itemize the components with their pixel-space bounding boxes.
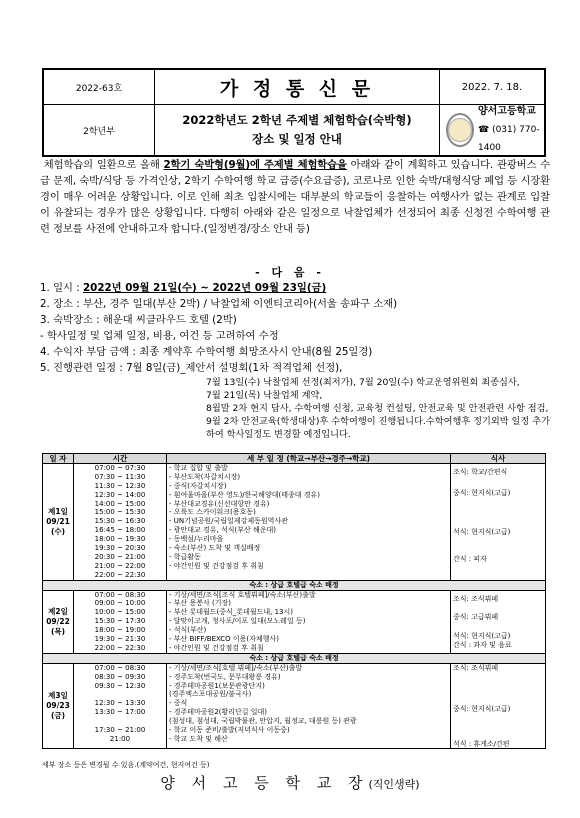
meal-item: 간식 : 과자 및 음료 xyxy=(453,641,512,650)
detail-items xyxy=(40,280,550,441)
meal-item: 조식: 학교/간편식 xyxy=(453,468,508,476)
school-info xyxy=(440,105,544,155)
time-slot: 07:00 ~ 08:30 xyxy=(94,663,146,672)
time-slot: 14:00 ~ 15:00 xyxy=(94,499,146,508)
plan-item: - 달맞이고개, 청사포/이포 일대(모노레일 등) xyxy=(169,617,306,626)
time-slot: 10:00 ~ 15:00 xyxy=(94,608,146,617)
col-header: 시간 xyxy=(74,454,167,464)
subtitle xyxy=(155,105,440,155)
meal-item: 중식: 고급뷔페 xyxy=(453,613,499,622)
meal-item: 석식: 현지식(고급) xyxy=(453,527,511,536)
subtitle-line1: 2022학년도 2학년 주제별 체험학습(숙박형) xyxy=(182,113,412,127)
seal-omitted: (직인생략) xyxy=(368,778,420,791)
time-slot: 08:30 ~ 09:30 xyxy=(94,672,146,681)
plan-item: - 부산 용봉사 (기장) xyxy=(169,599,231,608)
plan-item: - 학급활동 xyxy=(169,552,201,561)
plan-item: - 동백섬/누리마을 xyxy=(169,535,224,544)
day3-label: 제3일 09/23 (금) xyxy=(43,663,74,749)
plan-item: - 중식 xyxy=(169,699,188,708)
time-slot: 15:30 ~ 17:30 xyxy=(94,617,146,626)
time-slot: 17:30 ~ 21:00 xyxy=(94,726,146,735)
trip-dates: 2022년 09월 21일(수) ~ 2022년 09월 23일(금) xyxy=(83,282,327,294)
plan-item: - 경주테마공원2(황리단길 일대) xyxy=(169,708,268,717)
item-schedule-line: 8월말 2차 현지 답사, 수학여행 신청, 교육청 컨설팅, 안전교육 및 안전관련 사항 점검, xyxy=(206,403,549,414)
plan-item: (첨성대, 첨성대, 국립박물관, 안압지, 월정교, 대릉원 등) 관광 xyxy=(169,717,357,726)
document-date: 2022. 7. 18. xyxy=(461,81,523,93)
time-slot xyxy=(76,717,164,726)
day2-plans xyxy=(167,590,451,653)
time-slot: 20:30 ~ 21:00 xyxy=(94,552,146,561)
intro-paragraph xyxy=(40,157,550,237)
schedule-table xyxy=(42,453,546,749)
plan-item: - 기상/세면/조식[호텔 뷔페]/숙소(부산)출발 xyxy=(169,663,303,672)
plan-item: - 부산대교경유(신선대항만 경유) xyxy=(169,499,270,508)
intro-text-rest: 아래와 같이 계획하고 있습니다. 관광버스 수급 문제, 숙박/식당 등 가격인상, 2학기 수학여행 학교 급증(수요급증), 코로나로 인한 숙박/대형식당 폐업 등 시장환경이 매우 어려운 상황입니다. 이로 인해 최초 입찰시에는 대부분의 학교들이 응찰하는 여행사가 없는 관계로 입찰이 유찰되는 경우가 많은 상황입니다. 다행히 아래와 같은 일정으로 낙찰업체가 선정되어 최종 신청전 수학여행 관련 정보를 사전에 안내하고자 합니다.(일정변경/장소 안내 등) xyxy=(40,159,550,235)
principal-signature xyxy=(0,772,580,793)
plan-item: - 부산도착(자갈치시장) xyxy=(169,472,241,481)
plan-item: - 부산 롯데월드(중식_롯데월드내, 13시) xyxy=(169,608,293,617)
meal-item: 중식: 현지식(고급) xyxy=(453,488,511,497)
meal-item: 간식 : 피자 xyxy=(453,554,487,563)
time-slot: 09:00 ~ 10:00 xyxy=(94,599,146,608)
plan-item: - 야간인원 및 건강점검 후 취침 xyxy=(169,561,264,570)
plan-item: - 기상/세면/조식[조식 호텔뷔페]/숙소(부산)출발 xyxy=(169,590,316,599)
col-header: 식사 xyxy=(451,454,546,464)
time-slot: 09:30 ~ 12:30 xyxy=(94,681,146,690)
day1-meals xyxy=(451,464,546,581)
time-slot: 11:30 ~ 12:30 xyxy=(94,481,146,490)
day1-times xyxy=(74,464,167,581)
item-schedule-line: 7월 21일(목) 낙찰업체 계약, xyxy=(206,390,323,401)
lodge-info: 숙소 : 상급 호텔급 숙소 배정 xyxy=(43,580,546,590)
col-header: 세 부 일 정 (학교→부산→경주→학교) xyxy=(167,454,451,464)
time-slot: 16:45 ~ 18:00 xyxy=(94,526,146,535)
meal-item: 석식 : 휴게소/간편 xyxy=(453,739,510,748)
item-cost: 4. 수익자 부담 금액 : 최종 계약후 수학여행 희망조사시 안내(8월 25일경) xyxy=(40,346,373,358)
plan-item: - 부산 BIFF/BEXCO 이용(자체행사) xyxy=(169,635,279,644)
plan-item: - 경주테마공원1(보문관광단지) xyxy=(169,681,265,690)
time-slot xyxy=(76,690,164,699)
intro-highlight: 2학기 숙박형(9월)에 주제별 체험학습을 xyxy=(163,159,347,171)
day3-times xyxy=(74,663,167,749)
day3-plans xyxy=(167,663,451,749)
time-slot: 22:00 ~ 22:30 xyxy=(94,643,146,652)
plan-item: - 야간인원 및 건강점검 후 취침 xyxy=(169,643,264,652)
day2-label: 제2일 09/22 (목) xyxy=(43,590,74,653)
subtitle-line2: 장소 및 일정 안내 xyxy=(252,132,342,146)
plan-item: - 학교 도착 및 해산 xyxy=(169,734,228,743)
day2-times xyxy=(74,590,167,653)
document-header xyxy=(42,68,546,157)
plan-item: - 흰여울마을(부산 영도)/한국해양대(태종대 경유) xyxy=(169,490,320,499)
time-slot: 18:00 ~ 19:30 xyxy=(94,535,146,544)
section-divider-title: - 다 음 - xyxy=(255,266,325,279)
table-row-day1 xyxy=(43,464,546,581)
lodge-row xyxy=(43,580,546,590)
plan-item: - 광안대교 경유, 석식(부산 해운대) xyxy=(169,526,277,535)
day2-meals xyxy=(451,590,546,653)
time-slot: 21:00 ~ 22:00 xyxy=(94,561,146,570)
lodge-row xyxy=(43,653,546,663)
time-slot: 15:00 ~ 15:30 xyxy=(94,508,146,517)
time-slot: 13:30 ~ 17:00 xyxy=(94,708,146,717)
meal-item: 조식: 조식뷔페 xyxy=(453,663,499,672)
table-row-day2 xyxy=(43,590,546,653)
time-slot: 07:00 ~ 08:30 xyxy=(94,590,146,599)
department: 2학년부 xyxy=(44,105,155,155)
day3-meals xyxy=(451,663,546,749)
school-name: 양서고등학교 xyxy=(478,106,536,117)
meal-item: 중식: 현지식(고급) xyxy=(453,704,511,713)
plan-item: - 학교 이동 준비/출발(저녁식사 이동중) xyxy=(169,726,290,735)
time-slot: 18:00 ~ 19:00 xyxy=(94,626,146,635)
time-slot: 07:30 ~ 11:30 xyxy=(94,472,146,481)
document-number: 2022-63호 xyxy=(44,70,155,104)
plan-item: - 숙소(부산) 도착 및 객실배정 xyxy=(169,544,261,553)
plan-item: - 경주도착(번국도, 문무대왕릉 경유) xyxy=(169,672,281,681)
item-schedule: 5. 진행관련 일정 : 7월 8일(금)_제안서 설명회(1차 적격업체 선정), xyxy=(40,362,343,374)
item-lodging-note: - 학사일정 및 업체 일정, 비용, 여건 등 고려하여 수정 xyxy=(40,330,279,342)
time-slot: 22:00 ~ 22:30 xyxy=(94,570,146,579)
day1-label: 제1일 09/21 (수) xyxy=(43,464,74,581)
item-date: 1. 일시 : 2022년 09월 21일(수) ~ 2022년 09월 23일(금) xyxy=(40,282,327,294)
time-slot: 15:30 ~ 16:30 xyxy=(94,517,146,526)
item-schedule-line: 9월 2차 안전교육(학생대상)후 수학여행이 진행됩니다.수학여행후 정기외박 일정 추가하여 학사일정도 변경할 예정입니다. xyxy=(206,416,550,440)
col-header: 일 자 xyxy=(43,454,74,464)
time-slot: 19:30 ~ 20:30 xyxy=(94,544,146,553)
document-title: 가 정 통 신 문 xyxy=(219,77,375,100)
time-slot: 12:30 ~ 14:00 xyxy=(94,490,146,499)
item-place: 2. 장소 : 부산, 경주 일대(부산 2박) / 낙찰업체 이엔티코리아(서울 송파구 소재) xyxy=(40,298,398,310)
principal-name: 양 서 고 등 학 교 장 xyxy=(160,774,369,792)
time-slot: 19:30 ~ 21:30 xyxy=(94,635,146,644)
time-slot: 12:30 ~ 13:30 xyxy=(94,699,146,708)
school-phone: ☎ (031) 770-1400 xyxy=(478,125,540,153)
intro-text: 체험학습의 일환으로 올해 xyxy=(43,159,164,171)
change-note: 세부 장소 등은 변경될 수 있음.(계약여건, 현지여건 등) xyxy=(42,761,210,769)
plan-item: - 학교 집합 및 출발 xyxy=(169,464,228,472)
table-row-day3 xyxy=(43,663,546,749)
time-slot: 21:00 xyxy=(109,734,131,743)
item-schedule-line: 7월 13일(수) 낙찰업체 선정(최저가), 7월 20일(수) 학교운영위원회 최종심사, xyxy=(206,377,520,388)
meal-item: 석식: 현지식(고급) xyxy=(453,632,511,641)
plan-item: - 오륙도 스카이워크(용호동) xyxy=(169,508,256,517)
plan-item: - UN기념공원/국립일제강제동원역사관 xyxy=(169,517,288,526)
school-emblem-icon xyxy=(446,113,474,147)
plan-item: - 석식(부산) xyxy=(169,626,207,635)
lodge-info: 숙소 : 상급 호텔급 숙소 배정 xyxy=(43,653,546,663)
day1-plans xyxy=(167,464,451,581)
plan-item: (경주엑스포대공원/불국사) xyxy=(169,690,252,699)
plan-item: - 중식(자갈치시장) xyxy=(169,481,227,490)
table-header-row xyxy=(43,454,546,464)
meal-item: 조식: 조식뷔페 xyxy=(453,594,499,603)
time-slot: 07:00 ~ 07:30 xyxy=(94,464,146,472)
item-lodging: 3. 숙박장소 : 해운대 씨클라우드 호텔 (2박) xyxy=(40,314,237,326)
